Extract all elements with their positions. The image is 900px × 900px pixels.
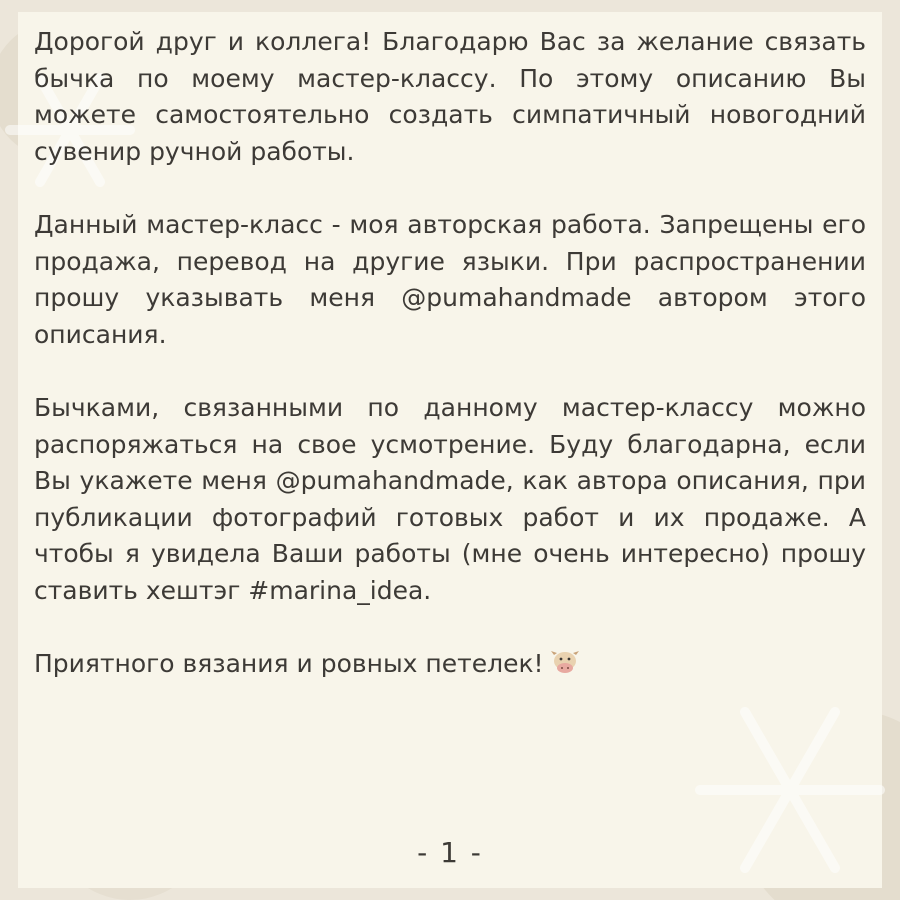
paragraph-copyright: Данный мастер-класс - моя авторская работа. Запрещены его продажа, перевод на другие языки. При распространении прошу указывать меня @pumahandmade автором этого описания. (34, 210, 866, 349)
paragraph-greeting: Дорогой друг и коллега! Благодарю Вас за желание связать бычка по моему мастер-классу. По этому описанию Вы можете самостоятельно создать симпатичный новогодний сувенир ручной работы. (34, 27, 866, 166)
paragraph-usage: Бычками, связанными по данному мастер-классу можно распоряжаться на свое усмотрение. Буду благодарна, если Вы укажете меня @pumahandmade, как автора описания, при публикации фотографий готовых работ и их продаже. А чтобы я увидела Ваши работы (мне очень интересно) прошу ставить хештэг #marina_idea. (34, 393, 866, 605)
body-text (34, 24, 866, 683)
paragraph-closing (34, 646, 866, 683)
page-number: - 1 - (417, 836, 483, 869)
closing-text: Приятного вязания и ровных петелек! (34, 649, 544, 678)
cow-face-icon (550, 648, 580, 676)
